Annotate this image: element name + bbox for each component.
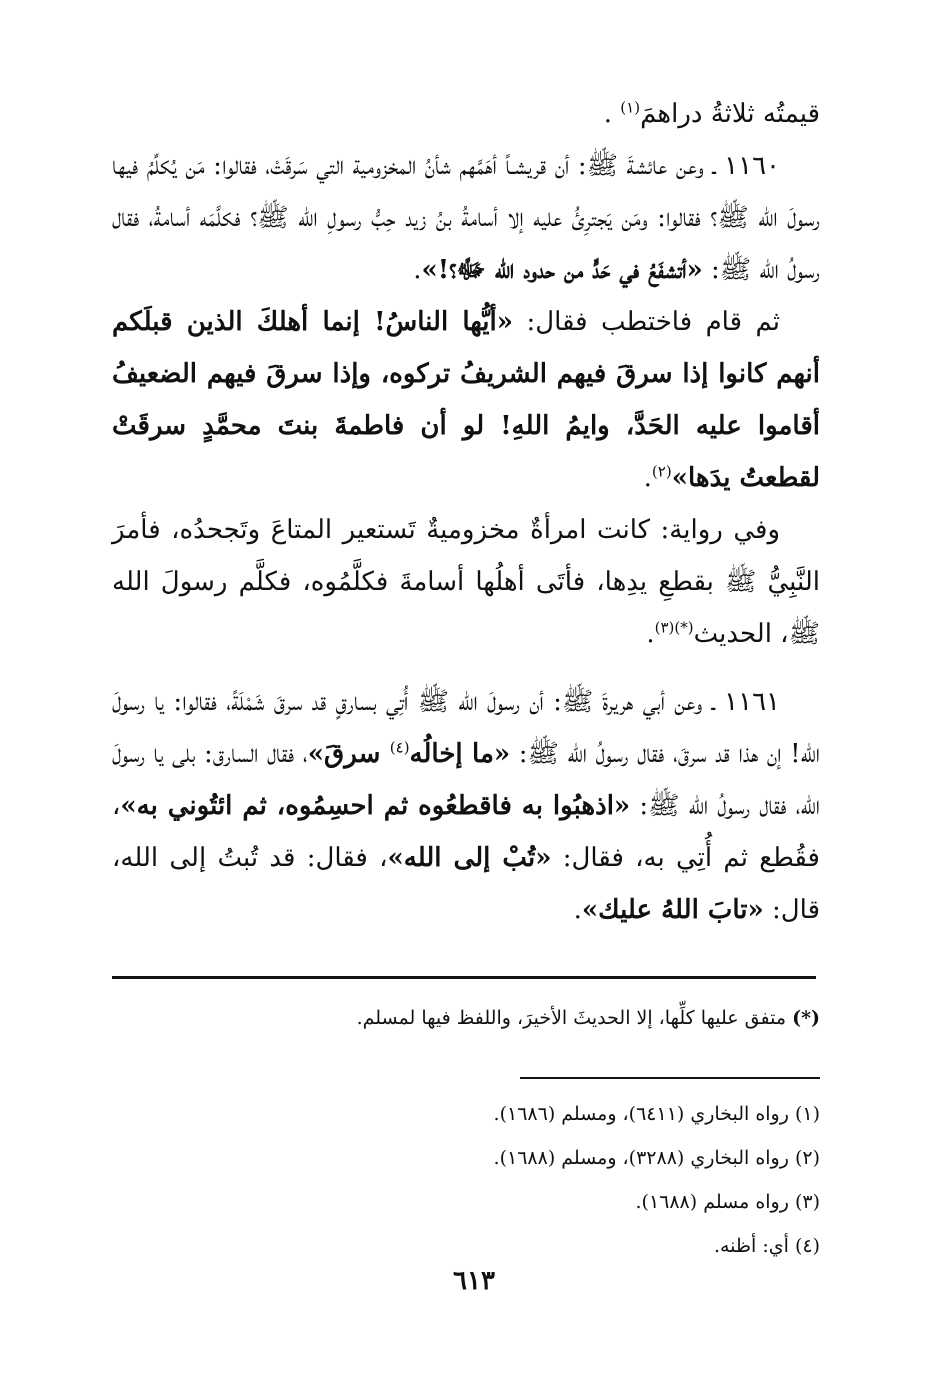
hadith-1160	[112, 140, 820, 296]
footnote-ref: (١)	[620, 98, 641, 117]
text-run: ، فقال: قد تُبتُ إلى الله، قال:	[112, 843, 820, 925]
asterisk-mark: (*)	[792, 1007, 820, 1029]
text-run: وفي رواية: كانت امرأةٌ مخزوميةٌ تَستعير المتاعَ وتَجحدُه، فأمرَ النَّبِيُّ ﷺ بقطعِ يدِها، فأتَى أهلُها أسامةَ فكلَّمُوه، فكلَّم رسولَ الله ﷺ، الحديث	[112, 515, 820, 649]
text-run: .	[643, 463, 652, 493]
text-run: ، فقال السارق: بلى يا رسولَ الله، فقال رسولُ الله ﷺ:	[112, 739, 821, 821]
footnotes	[112, 1092, 820, 1268]
quote-bold: «تُبْ إلى الله»	[387, 843, 552, 873]
text-run: قيمتُه ثلاثةُ دراهمَ	[640, 99, 820, 129]
quote-bold: «اذهبُوا به فاقطعُوه ثم احسِمُوه، ثم ائتُوني به»	[120, 791, 631, 821]
paragraph-riwaya	[112, 504, 820, 660]
quote-bold: «أتشفَعُ في حَدٍّ من حدود الله ﷻ؟!»	[421, 255, 703, 285]
quote-bold: «أيُّها الناسُ! إنما أهلكَ الذين قبلَكم أنهم كانوا إذا سرقَ فيهم الشريفُ تركوه، وإذا سرقَ فيهم الضعيفُ أقاموا عليه الحَدَّ، وايمُ اللهِ! لو أن فاطمةَ بنتَ محمَّدٍ سرقَتْ لقطعتُ يدَها»	[112, 307, 820, 493]
paragraph-1	[112, 88, 820, 140]
text-run: .	[573, 895, 582, 925]
main-text	[112, 88, 820, 936]
footnote-ref: (٢)	[651, 462, 672, 481]
text-run: ١١٦١ ـ وعن أبي هريرةَ ﷺ: أن رسولَ الله ﷺ أُتِي بسارقٍ قد سرقَ شَمْلَةً، فقالوا: يا رسولَ الله! إن هذا قد سرقَ، فقال رسولُ الله ﷺ:	[112, 687, 821, 769]
page-number: ٦١٣	[453, 1266, 495, 1296]
footnotes-separator-rule	[520, 1077, 820, 1079]
footnote-3: (٣) رواه مسلم (١٦٨٨).	[635, 1191, 820, 1213]
text-run: .	[603, 99, 621, 129]
quote-bold: «ما إخالُه	[409, 739, 511, 769]
hadith-1161	[112, 676, 820, 936]
text-run: ثم قام فاختطب فقال:	[513, 307, 781, 337]
footnote-4: (٤) أي: أظنه.	[713, 1235, 820, 1257]
quote-bold: «تابَ اللهُ عليك»	[581, 895, 764, 925]
text-run: ١١٦٠ ـ وعن عائشةَ ﷺ: أن قريشـاً أهَمَّهم شأنُ المخزومية التي سَرقَتْ، فقالوا: مَن يُكلِّمُ فيها رسولَ الله ﷺ؟ فقالوا: ومَن يَجترِئُ عليه إلا أسامةُ بنُ زيد حِبُّ رسولِ الله ﷺ؟ فكلَّمَه أسامةُ، فقال رسولُ الله ﷺ:	[112, 151, 820, 285]
text-run: ، فقُطع ثم أُتِي به، فقال:	[112, 791, 820, 873]
main-separator-rule	[112, 976, 816, 979]
quote-bold: سرقَ»	[307, 739, 390, 769]
footnote-2: (٢) رواه البخاري (٣٢٨٨)، ومسلم (١٦٨٨).	[493, 1147, 820, 1169]
paragraph-sermon	[112, 296, 820, 504]
text-run: .	[413, 255, 422, 285]
footnote-1: (١) رواه البخاري (٦٤١١)، ومسلم (١٦٨٦).	[493, 1103, 820, 1125]
asterisk-note-text: متفق عليها كلِّها، إلا الحديثَ الأخيرَ، واللفظ فيها لمسلم.	[356, 1007, 793, 1029]
asterisk-note	[112, 1000, 820, 1036]
text-run: .	[646, 619, 655, 649]
footnote-ref: (٤)	[389, 738, 410, 757]
footnote-ref: (*)(٣)	[654, 618, 694, 637]
